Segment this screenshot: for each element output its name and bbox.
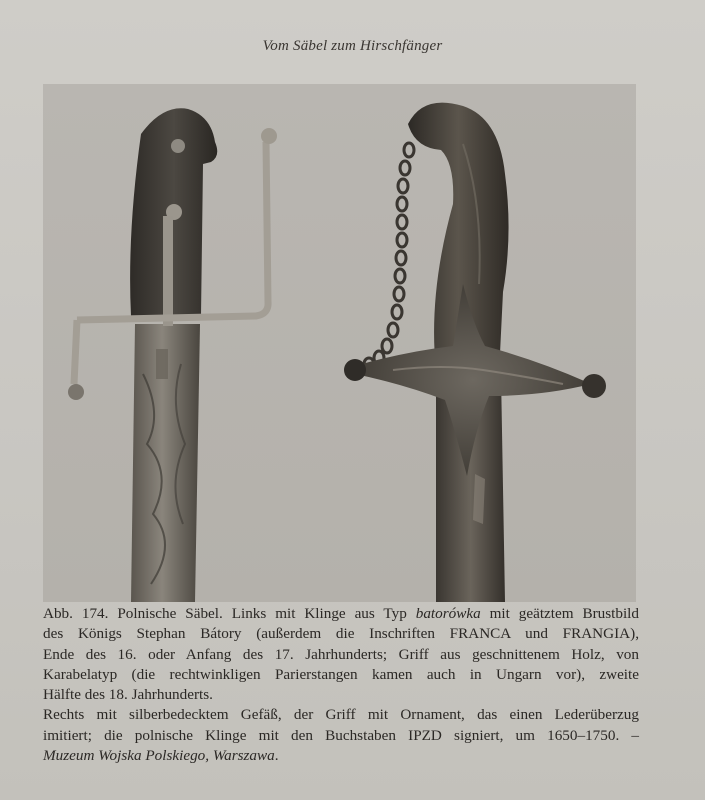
left-sabre — [68, 108, 277, 602]
caption-line — [43, 665, 639, 685]
caption-text: Hälfte des 18. Jahrhunderts. — [43, 686, 213, 704]
caption-line — [43, 685, 639, 705]
right-sabre — [344, 103, 606, 602]
caption-line — [43, 705, 639, 725]
caption-text: . — [274, 747, 279, 765]
running-title: Vom Säbel zum Hirschfänger — [262, 38, 443, 54]
right-sabre-chain — [364, 143, 414, 370]
caption-line — [43, 746, 639, 766]
caption-line — [43, 645, 639, 665]
caption-line — [43, 726, 639, 746]
caption-text: des Königs Stephan Bátory (außerdem die Inschriften FRANCA und FRANGIA), — [43, 625, 639, 643]
figure-caption — [43, 604, 639, 766]
caption-text: Ende des 16. oder Anfang des 17. Jahrhunderts; Griff aus geschnittenem Holz, von — [43, 645, 639, 663]
caption-italic-text: batorówka — [415, 605, 481, 622]
caption-text: Rechts mit silberbedecktem Gefäß, der Griff mit Ornament, das einen Lederüberzug — [43, 706, 639, 724]
caption-text: Abb. 174. Polnische Säbel. Links mit Klinge aus Typ — [43, 605, 416, 622]
sabres-photograph — [43, 84, 636, 602]
caption-italic-text: Muzeum Wojska Polskiego, Warszawa — [43, 747, 275, 765]
caption-text: imitiert; die polnische Klinge mit den Buchstaben IPZD signiert, um 1650–1750. – — [43, 726, 639, 744]
caption-line — [43, 624, 639, 644]
photo-plate — [43, 84, 636, 602]
caption-text: mit geätztem Brustbild — [480, 605, 639, 622]
caption-line — [43, 604, 639, 624]
caption-text: Karabelatyp (die rechtwinkligen Parierstangen kamen auch in Ungarn vor), zweite — [43, 665, 639, 683]
